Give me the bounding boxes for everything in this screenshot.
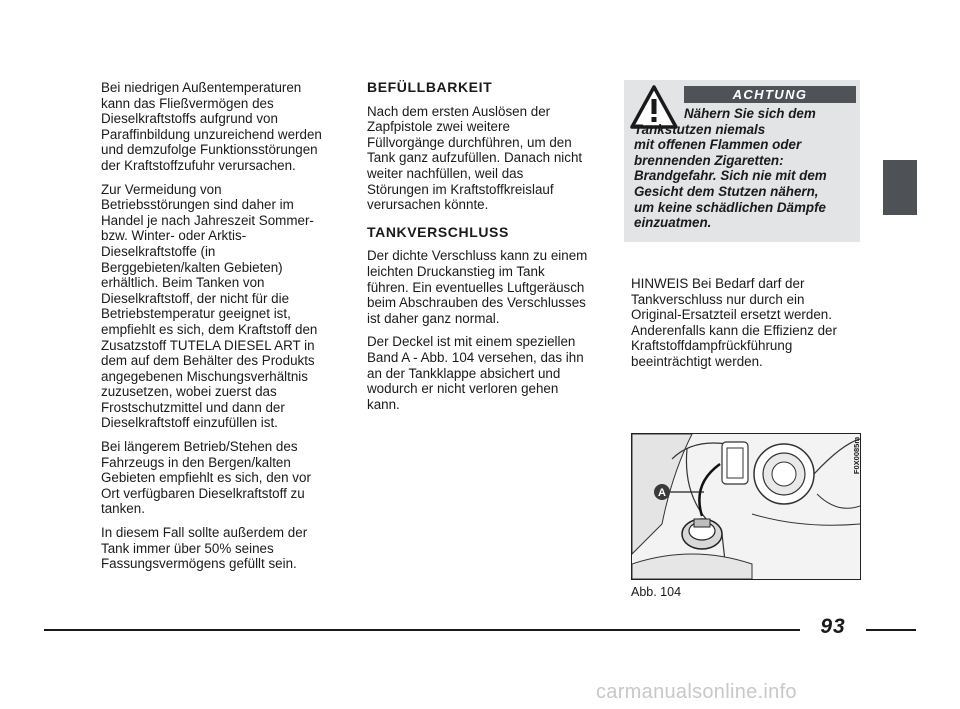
- fuel-filler-illustration: [632, 434, 860, 579]
- footer-rule-left: [44, 629, 800, 631]
- warning-box: [624, 80, 860, 242]
- paragraph: Bei niedrigen Außentemperaturen kann das Fließvermögen des Dieselkraftstoffs aufgrund von Paraffinbildung unzureichend werden und demzufolge Funktionsstörungen der Kraftstoffzufuhr verursachen.: [101, 80, 322, 173]
- paragraph: Der dichte Verschluss kann zu einem leichten Druckanstieg im Tank führen. Ein eventuelles Luftgeräusch beim Abschrauben des Verschlusses ist daher ganz normal.: [367, 248, 588, 326]
- text-column-right: [631, 276, 859, 378]
- figure-caption: Abb. 104: [631, 585, 682, 599]
- text-column-left: [101, 80, 333, 580]
- figure-code: F0X0085m: [852, 437, 861, 475]
- paragraph: In diesem Fall sollte außerdem der Tank immer über 50% seines Fassungsvermögens gefüllt sein.: [101, 525, 308, 572]
- watermark: carmanualsonline.info: [596, 681, 797, 703]
- section-tab: [883, 160, 917, 215]
- text-column-middle: [367, 80, 603, 420]
- warning-text: Nähern Sie sich dem Tankstutzen niemals mit offenen Flammen oder brennenden Zigaretten: Brandgefahr. Sich nie mit dem Gesicht dem Stutzen nähern, um keine schädlichen Dämpfe einzuatmen.: [634, 106, 827, 231]
- paragraph: Nach dem ersten Auslösen der Zapfpistole zwei weitere Füllvorgänge durchführen, um den Tank ganz aufzufüllen. Danach nicht weiter nachfüllen, weil das Störungen im Kraftstoffkreislauf verursachen könnte.: [367, 103, 583, 213]
- page-number: 93: [820, 615, 846, 638]
- note-paragraph: HINWEIS Bei Bedarf darf der Tankverschluss nur durch ein Original-Ersatzteil ersetzt werden. Anderenfalls kann die Effizienz der Kraftstoffdampfrückführung beeinträchtigt werden.: [631, 276, 837, 369]
- figure-marker-a: A: [658, 487, 666, 499]
- warning-label: ACHTUNG: [684, 86, 856, 103]
- paragraph: Zur Vermeidung von Betriebsstörungen sind daher im Handel je nach Jahreszeit Sommer- bzw. Winter- oder Arktis- Dieselkraftstoffe (in Berggebieten/kalten Gebieten) erhältlich. Beim Tanken von Dieselkraftstoff, der nicht für die Betriebstemperatur geeignet ist, empfiehlt es sich, dem Kraftstoff den Zusatzstoff TUTELA DIESEL ART in dem auf dem Behälter des Produkts angegebenen Mischungsverhältnis zuzusetzen, wobei zuerst das Frostschutzmittel und dann der Dieselkraftstoff einzufüllen ist.: [101, 181, 318, 431]
- section-heading-fuel-cap: TANKVERSCHLUSS: [367, 223, 509, 240]
- paragraph: Bei längerem Betrieb/Stehen des Fahrzeugs in den Bergen/kalten Gebieten empfiehlt es sich, den vor Ort verfügbaren Dieselkraftstoff zu tanken.: [101, 439, 311, 517]
- footer-rule-right: [866, 629, 916, 631]
- section-heading-filling: BEFÜLLBARKEIT: [367, 79, 493, 95]
- paragraph: Der Deckel ist mit einem speziellen Band A - Abb. 104 versehen, das ihn an der Tankklappe absichert und wodurch er nicht verloren gehen kann.: [367, 334, 584, 412]
- figure-fuel-cap: [631, 433, 861, 580]
